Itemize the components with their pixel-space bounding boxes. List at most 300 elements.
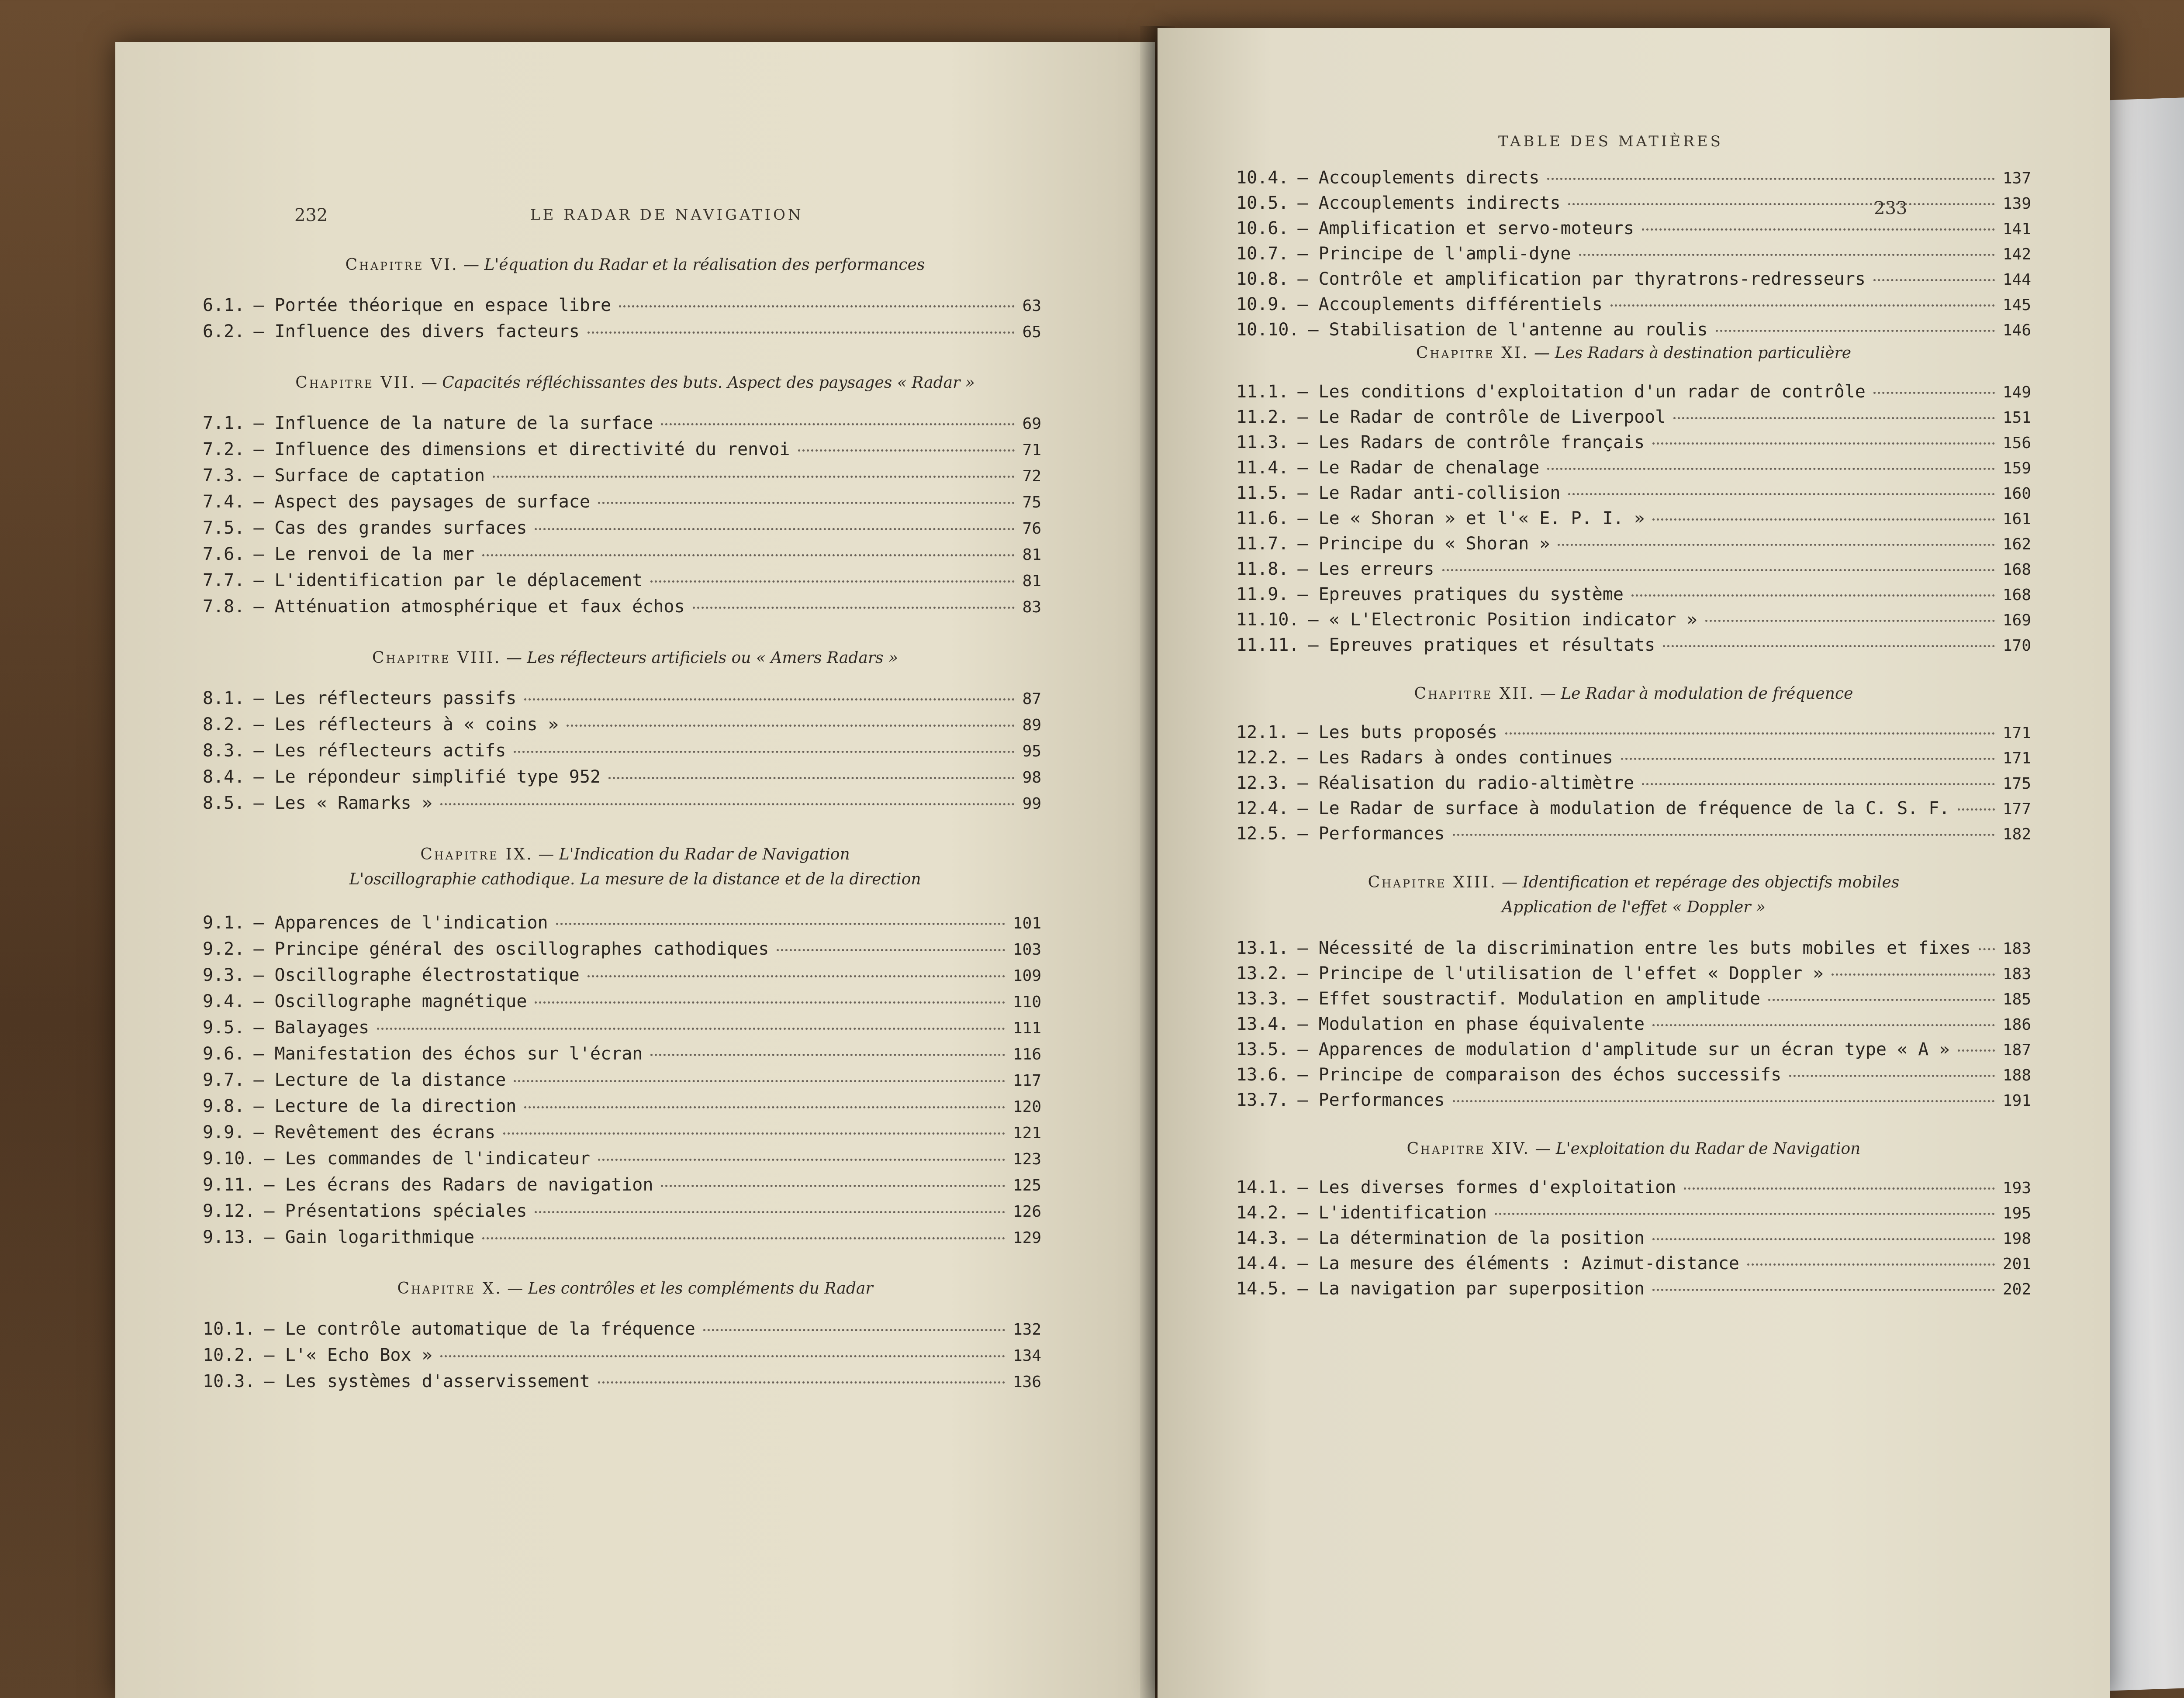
- entry-page: 170: [2002, 637, 2031, 655]
- entry-page: 183: [2002, 965, 2031, 983]
- entry-title: — Accouplements directs: [1297, 168, 1540, 188]
- toc-entry: [203, 1371, 1041, 1391]
- entry-title: — Le renvoi de la mer: [253, 544, 475, 564]
- toc-entry: [203, 466, 1041, 486]
- toc-entry: [203, 518, 1041, 538]
- entry-title: — Lecture de la direction: [253, 1096, 517, 1116]
- toc-entry: [203, 913, 1041, 933]
- toc-entry: [203, 1070, 1041, 1090]
- dot-leader: [650, 1054, 1005, 1056]
- entry-page: 76: [1022, 520, 1041, 538]
- entry-number: 14.3.: [1236, 1228, 1289, 1248]
- toc-entry: [1236, 1253, 2031, 1274]
- entry-number: 7.5.: [203, 518, 245, 538]
- chapter-label: Chapitre X.: [397, 1280, 502, 1298]
- entry-title: — Influence des dimensions et directivité du renvoi: [253, 439, 790, 459]
- toc-entry: [1236, 963, 2031, 984]
- entry-page: 156: [2002, 434, 2031, 452]
- entry-page: 185: [2002, 990, 2031, 1008]
- entry-number: 11.5.: [1236, 483, 1289, 503]
- dot-leader: [598, 502, 1015, 504]
- entry-number: 9.2.: [203, 939, 245, 959]
- toc-entry: [1236, 193, 2031, 213]
- dot-leader: [661, 1185, 1005, 1187]
- entry-title: — Influence de la nature de la surface: [253, 413, 653, 433]
- entry-number: 11.4.: [1236, 458, 1289, 478]
- entry-page: 139: [2002, 195, 2031, 213]
- entry-page: 89: [1022, 716, 1041, 734]
- dot-leader: [1705, 620, 1995, 622]
- entry-number: 14.5.: [1236, 1279, 1289, 1299]
- entry-number: 7.7.: [203, 570, 245, 590]
- toc-entry: [1236, 168, 2031, 188]
- entry-page: 201: [2002, 1255, 2031, 1273]
- entry-page: 126: [1013, 1203, 1041, 1221]
- dot-leader: [556, 923, 1005, 925]
- toc-entry: [203, 1122, 1041, 1142]
- entry-page: 171: [2002, 724, 2031, 742]
- dot-leader: [482, 1237, 1005, 1239]
- toc-entry: [1236, 244, 2031, 264]
- entry-number: 11.1.: [1236, 382, 1289, 402]
- dot-leader: [1652, 1289, 1995, 1291]
- entry-number: 13.7.: [1236, 1090, 1289, 1110]
- entry-number: 9.6.: [203, 1044, 245, 1064]
- toc-entry: [203, 1345, 1041, 1365]
- entry-title: — Effet soustractif. Modulation en amplitude: [1297, 989, 1761, 1009]
- chapter-label: Chapitre VIII.: [372, 649, 501, 667]
- entry-title: — Gain logarithmique: [264, 1227, 475, 1247]
- chapter-title: — L'équation du Radar et la réalisation des performances: [463, 256, 925, 274]
- entry-title: — Principe de comparaison des échos successifs: [1297, 1065, 1782, 1085]
- toc-entry: [203, 295, 1041, 315]
- chapter-heading: [1158, 344, 2110, 362]
- toc-entry: [203, 1018, 1041, 1038]
- chapter-label: Chapitre XI.: [1416, 344, 1529, 362]
- chapter-title: — Les réflecteurs artificiels ou « Amers Radars »: [506, 649, 898, 667]
- entry-page: 109: [1013, 967, 1041, 985]
- entry-number: 13.2.: [1236, 963, 1289, 984]
- entry-number: 8.4.: [203, 767, 245, 787]
- entry-number: 11.11.: [1236, 635, 1299, 655]
- entry-title: — Les commandes de l'indicateur: [264, 1149, 590, 1169]
- toc-entry: [1236, 218, 2031, 238]
- entry-page: 117: [1013, 1072, 1041, 1090]
- toc-entry: [1236, 269, 2031, 289]
- dot-leader: [1652, 518, 1995, 521]
- entry-page: 75: [1022, 494, 1041, 511]
- entry-title: — Atténuation atmosphérique et faux échos: [253, 597, 685, 617]
- dot-leader: [524, 1106, 1005, 1108]
- entry-title: — Apparences de l'indication: [253, 913, 548, 933]
- entry-page: 160: [2002, 485, 2031, 503]
- entry-page: 132: [1013, 1321, 1041, 1339]
- dot-leader: [503, 1132, 1005, 1135]
- entry-page: 188: [2002, 1066, 2031, 1084]
- entry-title: — La mesure des éléments : Azimut-distance: [1297, 1253, 1739, 1274]
- entry-page: 72: [1022, 467, 1041, 485]
- dot-leader: [703, 1329, 1005, 1331]
- dot-leader: [535, 1001, 1005, 1004]
- toc-entry: [203, 688, 1041, 708]
- entry-number: 10.3.: [203, 1371, 256, 1391]
- entry-page: 136: [1013, 1373, 1041, 1391]
- entry-page: 71: [1022, 441, 1041, 459]
- entry-number: 10.10.: [1236, 320, 1299, 340]
- entry-title: — Les Radars de contrôle français: [1297, 432, 1645, 452]
- entry-title: — L'identification par le déplacement: [253, 570, 643, 590]
- entry-page: 111: [1013, 1019, 1041, 1037]
- entry-title: — Le Radar anti-collision: [1297, 483, 1561, 503]
- entry-title: — Présentations spéciales: [264, 1201, 527, 1221]
- entry-title: — Les erreurs: [1297, 559, 1434, 579]
- chapter-title: — L'exploitation du Radar de Navigation: [1535, 1140, 1861, 1158]
- toc-entry: [203, 544, 1041, 564]
- entry-title: — Oscillographe magnétique: [253, 991, 527, 1011]
- entry-number: 6.1.: [203, 295, 245, 315]
- entry-page: 87: [1022, 690, 1041, 708]
- dot-leader: [1631, 594, 1995, 597]
- entry-number: 14.4.: [1236, 1253, 1289, 1274]
- entry-page: 191: [2002, 1092, 2031, 1110]
- entry-page: 182: [2002, 825, 2031, 843]
- entry-title: — Les réflecteurs actifs: [253, 741, 506, 761]
- toc-entry: [203, 1044, 1041, 1064]
- entry-number: 11.7.: [1236, 534, 1289, 554]
- dot-leader: [1610, 304, 1995, 307]
- entry-number: 9.1.: [203, 913, 245, 933]
- entry-number: 9.4.: [203, 991, 245, 1011]
- dot-leader: [1495, 1213, 1995, 1215]
- entry-page: 101: [1013, 915, 1041, 932]
- left-running-head: LE RADAR DE NAVIGATION: [530, 206, 804, 224]
- entry-page: 161: [2002, 510, 2031, 528]
- toc-entry: [203, 1201, 1041, 1221]
- dot-leader: [535, 528, 1014, 530]
- entry-page: 159: [2002, 459, 2031, 477]
- chapter-heading: [1158, 1140, 2110, 1158]
- entry-page: 83: [1022, 598, 1041, 616]
- entry-number: 7.1.: [203, 413, 245, 433]
- toc-entry: [1236, 798, 2031, 818]
- toc-entry: [1236, 748, 2031, 768]
- entry-number: 9.3.: [203, 965, 245, 985]
- entry-title: — Les Radars à ondes continues: [1297, 748, 1613, 768]
- toc-entry: [1236, 1039, 2031, 1060]
- chapter-title: — Les Radars à destination particulière: [1534, 344, 1852, 362]
- entry-title: — Modulation en phase équivalente: [1297, 1014, 1645, 1034]
- dot-leader: [1958, 1049, 1995, 1052]
- chapter-label: Chapitre IX.: [420, 846, 533, 863]
- chapter-title: — Capacités réfléchissantes des buts. Aspect des paysages « Radar »: [421, 374, 975, 392]
- entry-page: 202: [2002, 1280, 2031, 1298]
- entry-title: — Réalisation du radio-altimètre: [1297, 773, 1635, 793]
- chapter-title: — Les contrôles et les compléments du Radar: [507, 1280, 873, 1298]
- entry-number: 10.4.: [1236, 168, 1289, 188]
- right-running-head: TABLE DES MATIÈRES: [1498, 133, 1723, 150]
- dot-leader: [440, 803, 1015, 805]
- toc-entry: [1236, 1228, 2031, 1248]
- entry-page: 99: [1022, 795, 1041, 813]
- chapter-title: — Le Radar à modulation de fréquence: [1540, 685, 1853, 703]
- entry-title: — L'identification: [1297, 1203, 1487, 1223]
- entry-number: 8.5.: [203, 793, 245, 813]
- entry-page: 110: [1013, 993, 1041, 1011]
- entry-page: 69: [1022, 415, 1041, 433]
- toc-entry: [203, 991, 1041, 1011]
- toc-entry: [1236, 938, 2031, 958]
- entry-number: 13.1.: [1236, 938, 1289, 958]
- entry-number: 12.2.: [1236, 748, 1289, 768]
- entry-number: 12.4.: [1236, 798, 1289, 818]
- toc-entry: [203, 413, 1041, 433]
- entry-title: — « L'Electronic Position indicator »: [1308, 610, 1697, 630]
- entry-page: 103: [1013, 941, 1041, 959]
- entry-title: — Les systèmes d'asservissement: [264, 1371, 590, 1391]
- dot-leader: [587, 975, 1005, 977]
- entry-number: 10.9.: [1236, 294, 1289, 314]
- chapter-heading: [115, 256, 1155, 274]
- dot-leader: [1873, 392, 1995, 394]
- dot-leader: [1747, 1263, 1995, 1266]
- toc-entry: [1236, 1090, 2031, 1110]
- entry-page: 145: [2002, 296, 2031, 314]
- entry-number: 11.2.: [1236, 407, 1289, 427]
- entry-page: 120: [1013, 1098, 1041, 1116]
- entry-page: 168: [2002, 586, 2031, 604]
- dot-leader: [1453, 834, 1995, 836]
- dot-leader: [1673, 417, 1995, 419]
- entry-title: — Le répondeur simplifié type 952: [253, 767, 601, 787]
- toc-entry: [203, 741, 1041, 761]
- toc-entry: [1236, 989, 2031, 1009]
- entry-page: 141: [2002, 220, 2031, 238]
- entry-page: 63: [1022, 297, 1041, 315]
- dot-leader: [661, 423, 1014, 425]
- entry-number: 14.1.: [1236, 1177, 1289, 1198]
- entry-page: 98: [1022, 769, 1041, 787]
- entry-page: 95: [1022, 742, 1041, 760]
- entry-page: 186: [2002, 1016, 2031, 1034]
- dot-leader: [587, 331, 1015, 334]
- left-page: [115, 42, 1155, 1698]
- entry-title: — Le Radar de chenalage: [1297, 458, 1540, 478]
- toc-entry: [203, 793, 1041, 813]
- entry-number: 8.3.: [203, 741, 245, 761]
- dot-leader: [777, 949, 1005, 951]
- entry-number: 9.8.: [203, 1096, 245, 1116]
- entry-title: — Amplification et servo-moteurs: [1297, 218, 1635, 238]
- dot-leader: [1979, 948, 1995, 950]
- entry-title: — La détermination de la position: [1297, 1228, 1645, 1248]
- entry-title: — Les réflecteurs passifs: [253, 688, 517, 708]
- dot-leader: [1958, 808, 1995, 811]
- chapter-label: Chapitre VII.: [295, 374, 417, 392]
- dot-leader: [1547, 178, 1995, 180]
- entry-page: 144: [2002, 271, 2031, 289]
- entry-number: 12.1.: [1236, 722, 1289, 742]
- toc-entry: [203, 1227, 1041, 1247]
- entry-page: 142: [2002, 245, 2031, 263]
- toc-entry: [1236, 584, 2031, 604]
- right-page-number: 233: [1874, 198, 1908, 218]
- toc-entry: [203, 492, 1041, 512]
- toc-entry: [1236, 382, 2031, 402]
- entry-page: 81: [1022, 572, 1041, 590]
- chapter-label: Chapitre VI.: [345, 256, 459, 274]
- entry-title: — Balayages: [253, 1018, 370, 1038]
- dot-leader: [1642, 228, 1995, 231]
- entry-page: 169: [2002, 611, 2031, 629]
- dot-leader: [798, 449, 1015, 452]
- dot-leader: [493, 476, 1015, 478]
- toc-entry: [1236, 773, 2031, 793]
- entry-title: — Accouplements différentiels: [1297, 294, 1603, 314]
- entry-number: 8.2.: [203, 714, 245, 735]
- dot-leader: [1652, 1024, 1995, 1026]
- entry-title: — Le « Shoran » et l'« E. P. I. »: [1297, 508, 1645, 528]
- dot-leader: [1621, 758, 1995, 760]
- entry-page: 151: [2002, 409, 2031, 427]
- toc-entry: [1236, 458, 2031, 478]
- toc-entry: [1236, 320, 2031, 340]
- entry-page: 193: [2002, 1179, 2031, 1197]
- entry-title: — Accouplements indirects: [1297, 193, 1561, 213]
- entry-title: — Portée théorique en espace libre: [253, 295, 612, 315]
- entry-number: 7.2.: [203, 439, 245, 459]
- entry-number: 10.8.: [1236, 269, 1289, 289]
- entry-page: 125: [1013, 1177, 1041, 1194]
- entry-page: 81: [1022, 546, 1041, 564]
- dot-leader: [535, 1211, 1005, 1213]
- dot-leader: [693, 607, 1015, 609]
- entry-title: — Surface de captation: [253, 466, 485, 486]
- entry-title: — Les buts proposés: [1297, 722, 1497, 742]
- toc-entry: [1236, 483, 2031, 503]
- entry-number: 9.11.: [203, 1175, 256, 1195]
- dot-leader: [1453, 1100, 1995, 1102]
- entry-number: 11.9.: [1236, 584, 1289, 604]
- toc-entry: [203, 1319, 1041, 1339]
- entry-page: 123: [1013, 1150, 1041, 1168]
- entry-number: 12.3.: [1236, 773, 1289, 793]
- entry-page: 162: [2002, 535, 2031, 553]
- entry-number: 13.3.: [1236, 989, 1289, 1009]
- dot-leader: [1789, 1075, 1995, 1077]
- entry-title: — L'« Echo Box »: [264, 1345, 432, 1365]
- toc-entry: [1236, 432, 2031, 452]
- toc-entry: [1236, 407, 2031, 427]
- toc-entry: [203, 1149, 1041, 1169]
- chapter-label: Chapitre XII.: [1414, 685, 1535, 703]
- entry-number: 11.10.: [1236, 610, 1299, 630]
- entry-page: 116: [1013, 1046, 1041, 1063]
- entry-number: 12.5.: [1236, 824, 1289, 844]
- toc-entry: [1236, 1014, 2031, 1034]
- dot-leader: [1579, 254, 1995, 256]
- entry-number: 11.8.: [1236, 559, 1289, 579]
- entry-title: — Les conditions d'exploitation d'un radar de contrôle: [1297, 382, 1866, 402]
- entry-page: 195: [2002, 1204, 2031, 1222]
- entry-title: — Aspect des paysages de surface: [253, 492, 590, 512]
- left-page-number: 232: [294, 205, 328, 225]
- entry-title: — Epreuves pratiques du système: [1297, 584, 1624, 604]
- dot-leader: [514, 751, 1014, 753]
- dot-leader: [377, 1028, 1005, 1030]
- chapter-label: Chapitre XIV.: [1406, 1140, 1530, 1158]
- entry-title: — Manifestation des échos sur l'écran: [253, 1044, 643, 1064]
- toc-entry: [1236, 294, 2031, 314]
- dot-leader: [524, 698, 1014, 701]
- entry-title: — Le Radar de surface à modulation de fréquence de la C. S. F.: [1297, 798, 1950, 818]
- dot-leader: [598, 1159, 1005, 1161]
- entry-number: 9.9.: [203, 1122, 245, 1142]
- chapter-heading: [1158, 685, 2110, 703]
- entry-number: 9.7.: [203, 1070, 245, 1090]
- entry-title: — Principe de l'utilisation de l'effet « Doppler »: [1297, 963, 1824, 984]
- chapter-subtitle: L'oscillographie cathodique. La mesure de la distance et de la direction: [349, 870, 921, 888]
- entry-title: — Principe de l'ampli-dyne: [1297, 244, 1571, 264]
- toc-entry: [203, 439, 1041, 459]
- dot-leader: [619, 305, 1015, 307]
- chapter-heading: [1158, 873, 2110, 916]
- toc-entry: [1236, 1177, 2031, 1198]
- entry-title: — Revêtement des écrans: [253, 1122, 496, 1142]
- entry-page: 177: [2002, 800, 2031, 818]
- entry-page: 149: [2002, 383, 2031, 401]
- entry-title: — Les « Ramarks »: [253, 793, 432, 813]
- dot-leader: [1642, 783, 1995, 785]
- chapter-heading: [115, 649, 1155, 667]
- entry-number: 10.2.: [203, 1345, 256, 1365]
- entry-number: 9.12.: [203, 1201, 256, 1221]
- dot-leader: [650, 580, 1014, 583]
- entry-number: 7.8.: [203, 597, 245, 617]
- dot-leader: [1547, 468, 1995, 470]
- entry-title: — Principe général des oscillographes cathodiques: [253, 939, 769, 959]
- entry-title: — Nécessité de la discrimination entre les buts mobiles et fixes: [1297, 938, 1971, 958]
- entry-number: 14.2.: [1236, 1203, 1289, 1223]
- toc-entry: [1236, 1279, 2031, 1299]
- dot-leader: [1568, 493, 1994, 495]
- entry-number: 7.4.: [203, 492, 245, 512]
- entry-number: 8.1.: [203, 688, 245, 708]
- entry-number: 13.5.: [1236, 1039, 1289, 1060]
- toc-entry: [1236, 1065, 2031, 1085]
- entry-title: — Epreuves pratiques et résultats: [1308, 635, 1655, 655]
- toc-entry: [1236, 635, 2031, 655]
- entry-title: — Le Radar de contrôle de Liverpool: [1297, 407, 1666, 427]
- chapter-heading: [115, 374, 1155, 392]
- entry-title: — Principe du « Shoran »: [1297, 534, 1550, 554]
- dot-leader: [1768, 999, 1995, 1001]
- entry-page: 134: [1013, 1347, 1041, 1365]
- toc-entry: [203, 714, 1041, 735]
- toc-entry: [1236, 610, 2031, 630]
- entry-number: 10.5.: [1236, 193, 1289, 213]
- entry-title: — Apparences de modulation d'amplitude sur un écran type « A »: [1297, 1039, 1950, 1060]
- chapter-heading: [115, 846, 1155, 888]
- entry-page: 137: [2002, 169, 2031, 187]
- chapter-label: Chapitre XIII.: [1368, 873, 1497, 891]
- dot-leader: [482, 554, 1015, 556]
- entry-title: — Contrôle et amplification par thyratrons-redresseurs: [1297, 269, 1866, 289]
- toc-entry: [1236, 824, 2031, 844]
- entry-title: — Influence des divers facteurs: [253, 321, 580, 342]
- entry-page: 129: [1013, 1229, 1041, 1247]
- dot-leader: [1652, 442, 1995, 445]
- dot-leader: [1568, 203, 1994, 205]
